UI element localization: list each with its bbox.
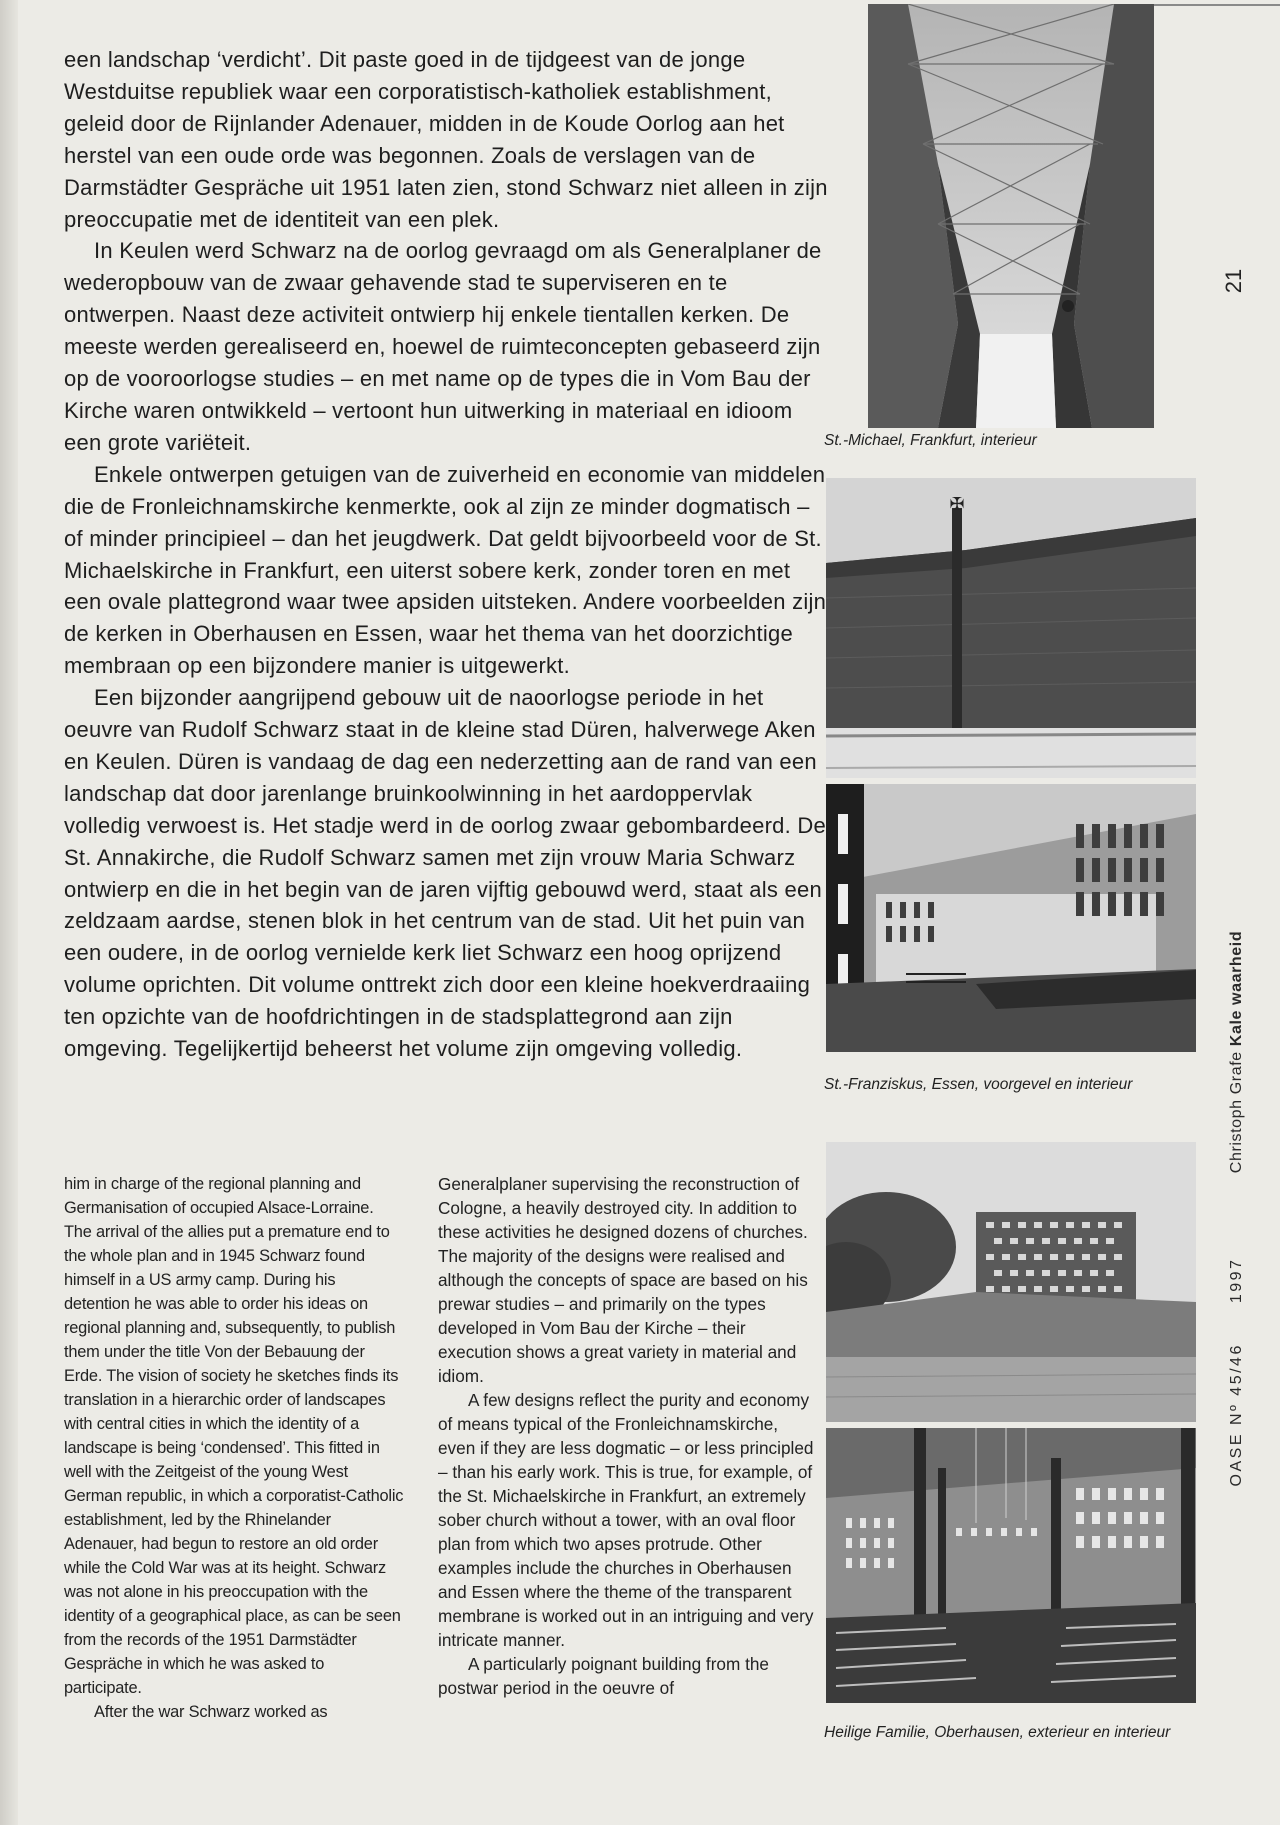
photo-heilige-familie-exterior [826,1142,1196,1422]
english-paragraph: After the war Schwarz worked as [94,1703,328,1721]
main-text-dutch [64,44,834,1065]
journal-name: OASE Nº 45/46 [1228,1343,1245,1487]
english-paragraph: A few designs reflect the purity and economy of means typical of the Fronleichnamskirche, even if they are less dogmatic – or less principled – than his early work. This is true, for example, of the St. Michaelskirche in Frankfurt, an extremely sober church without a tower, with an oval floor plan from which two apses protrude. Other examples include the churches in Oberhausen and Essen where the theme of the transparent membrane is worked out in an intriguing and very intricate manner. [438,1390,814,1650]
journal-info [1228,1258,1246,1487]
photo-st-franziskus-exterior [826,478,1196,778]
main-paragraph: Een bijzonder aangrijpend gebouw uit de naoorlogse periode in het oeuvre van Rudolf Schwarz staat in de kleine stad Düren, halverwege Aken en Keulen. Düren is vandaag de dag een nederzetting aan de rand van een landschap dat door jarenlange bruinkoolwinning in het aardoppervlak volledig verwoest is. Het stadje werd in de oorlog zwaar gebombardeerd. De St. Annakirche, die Rudolf Schwarz samen met zijn vrouw Maria Schwarz ontwierp en die in het begin van de jaren vijftig gebouwd werd, staat als een zeldzaam aardse, stenen blok in het centrum van de stad. Uit het puin van een oudere, in de oorlog vernielde kerk liet Schwarz een hoog oprijzend volume oprichten. Dit volume onttrekt zich door een kleine hoekverdraaiing ten opzichte van de hoofdrichtingen in de stadsplattegrond aan zijn omgeving. Tegelijkertijd beheerst het volume zijn omgeving volledig. [64,685,826,1062]
page-number: 21 [1221,268,1247,294]
author-name: Christoph Grafe [1228,1051,1245,1174]
page-gutter-shadow [0,0,18,1825]
caption-heilige-familie: Heilige Familie, Oberhausen, exterieur en interieur [824,1724,1171,1741]
photo-st-michael-interior [868,4,1154,428]
photo-st-franziskus-interior [826,784,1196,1052]
caption-st-franziskus: St.-Franziskus, Essen, voorgevel en interieur [824,1076,1133,1093]
english-paragraph: A particularly poignant building from the postwar period in the oeuvre of [438,1654,769,1698]
main-paragraph: een landschap ‘verdicht’. Dit paste goed in de tijdgeest van de jonge Westduitse republiek waar een corporatistisch-katholiek establishment, geleid door de Rijnlander Adenauer, midden in de Koude Oorlog aan het herstel van een oude orde was begonnen. Zoals de verslagen van de Darmstädter Gespräche uit 1951 laten zien, stond Schwarz niet alleen in zijn preoccupatie met de identiteit van een plek. [64,47,828,232]
svg-text:✠: ✠ [949,494,965,515]
photo-heilige-familie-interior [826,1428,1196,1703]
main-paragraph: Enkele ontwerpen getuigen van de zuiverheid en economie van middelen die de Fronleichnamskirche kenmerkte, ook al zijn ze minder dogmatisch – of minder principieel – dan het jeugdwerk. Dat geldt bijvoorbeeld voor de St. Michaelskirche in Frankfurt, een uiterst sobere kerk, zonder toren en met een ovale plattegrond waar twee apsiden uitsteken. Andere voorbeelden zijn de kerken in Oberhausen en Essen, waar het thema van het doorzichtige membraan op een bijzondere manier is uitgewerkt. [64,461,827,679]
english-paragraph: him in charge of the regional planning and Germanisation of occupied Alsace-Lorraine. The arrival of the allies put a premature end to the whole plan and in 1945 Schwarz found himself in a US army camp. During his detention he was able to order his ideas on regional planning and, subsequently, to publish them under the title Von der Bebauung der Erde. The vision of society he sketches finds its translation in a hierarchic order of landscapes with central cities in which the identity of a landscape is being ‘condensed’. This fitted in well with the Zeitgeist of the young West German republic, in which a corporatist-Catholic establishment, led by the Rhinelander Adenauer, had begun to restore an old order while the Cold War was at its height. Schwarz was not alone in his preoccupation with the identity of a geographical place, as can be seen from the records of the 1951 Darmstädter Gespräche in which he was asked to participate. [64,1175,404,1697]
caption-st-michael: St.-Michael, Frankfurt, interieur [824,432,1037,449]
english-paragraph: Generalplaner supervising the reconstruction of Cologne, a heavily destroyed city. In addition to these activities he designed dozens of churches. The majority of the designs were realised and although the concepts of space are based on his prewar studies – and primarily on the types developed in Vom Bau der Kirche – their execution shows a great variety in material and idiom. [438,1174,808,1386]
english-column-left [64,1172,404,1724]
journal-year: 1997 [1228,1257,1245,1304]
article-title: Kale waarheid [1228,930,1245,1047]
author-title-credit [1228,931,1246,1173]
main-paragraph: In Keulen werd Schwarz na de oorlog gevraagd om als Generalplaner de wederopbouw van de zwaar gehavende stad te superviseren en te ontwerpen. Naast deze activiteit ontwierp hij enkele tientallen kerken. De meeste werden gerealiseerd en, hoewel de ruimteconcepten gebaseerd zijn op de vooroorlogse studies – en met name op de types die in Vom Bau der Kirche waren ontwikkeld – vertoont hun uitwerking in materiaal en idioom een grote variëteit. [64,238,822,455]
english-column-right [438,1172,816,1700]
